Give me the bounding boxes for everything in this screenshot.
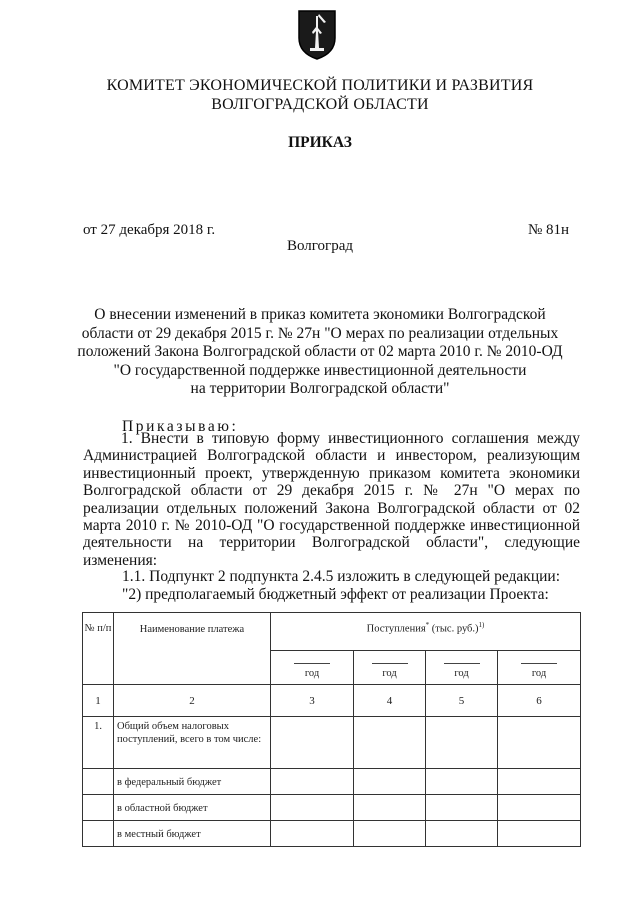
revenue-footnote-mark: * <box>425 621 430 629</box>
document-city: Волгоград <box>286 238 353 254</box>
index-cell: 3 <box>271 685 354 717</box>
row-payment-name: в местный бюджет <box>114 821 271 847</box>
year-cell: год <box>498 651 581 685</box>
col-header-number: № п/п <box>83 613 114 685</box>
table-header-row <box>83 613 581 651</box>
row-number: 1. <box>83 717 114 769</box>
order-word: Приказываю: <box>122 418 239 435</box>
year-cell: год <box>426 651 498 685</box>
document-type: ПРИКАЗ <box>288 134 352 151</box>
revenue-label: Поступления <box>366 623 426 635</box>
index-cell: 5 <box>426 685 498 717</box>
committee-line-2: ВОЛГОГРАДСКОЙ ОБЛАСТИ <box>211 96 429 113</box>
subject-line: О внесении изменений в приказ комитета экономики Волгоградской <box>94 306 546 323</box>
col-header-payment-name: Наименование платежа <box>114 613 271 685</box>
document-number: № 81н <box>528 222 570 238</box>
subject-line: положений Закона Волгоградской области от 02 марта 2010 г. № 2010-ОД <box>77 343 563 360</box>
volgograd-coat-of-arms-icon <box>296 8 338 60</box>
table-row <box>83 717 581 769</box>
paragraph-1-text: 1. Внести в типовую форму инвестиционного соглашения между Администрацией Волгоградской области и инвестором, реализующим инвестиционный проект, утвержденную приказом комитета экономики Волгоградской области от 29 декабря 2015 г. № 27н "О мерах по реализации отдельных положений Закона Волгоградской области от 02 марта 2010 г. № 2010-ОД "О государственной поддержке инвестиционной деятельности на территории Волгоградской области", следующие изменения: <box>83 430 580 569</box>
paragraph-1 <box>83 430 580 569</box>
row-payment-name: в областной бюджет <box>114 795 271 821</box>
document-subject <box>0 306 640 399</box>
table-row <box>83 821 581 847</box>
committee-line-1: КОМИТЕТ ЭКОНОМИЧЕСКОЙ ПОЛИТИКИ И РАЗВИТИЯ <box>106 77 534 94</box>
index-cell: 6 <box>498 685 581 717</box>
budget-effect-table <box>82 612 581 847</box>
document-date: от 27 декабря 2018 г. <box>83 222 216 238</box>
year-cell: год <box>354 651 426 685</box>
index-cell: 4 <box>354 685 426 717</box>
row-number <box>83 795 114 821</box>
revenue-footnote-ref: 1) <box>478 621 485 629</box>
index-cell: 1 <box>83 685 114 717</box>
subject-line: "О государственной поддержке инвестиционной деятельности <box>113 361 527 379</box>
row-payment-name: Общий объем налоговых поступлений, всего в том числе: <box>114 717 271 769</box>
table-row <box>83 769 581 795</box>
table-row <box>83 795 581 821</box>
col-header-revenue <box>271 613 581 651</box>
year-cell: год <box>271 651 354 685</box>
subject-line: на территории Волгоградской области" <box>190 380 450 397</box>
committee-title <box>0 76 640 114</box>
quote-line: "2) предполагаемый бюджетный эффект от реализации Проекта: <box>122 586 549 603</box>
row-payment-name: в федеральный бюджет <box>114 769 271 795</box>
table-index-row <box>83 685 581 717</box>
subject-line: области от 29 декабря 2015 г. № 27н "О мерах по реализации отдельных <box>81 324 559 342</box>
index-cell: 2 <box>114 685 271 717</box>
row-number <box>83 769 114 795</box>
subitem-1-1: 1.1. Подпункт 2 подпункта 2.4.5 изложить в следующей редакции: <box>122 568 561 585</box>
row-number <box>83 821 114 847</box>
revenue-unit: (тыс. руб.) <box>431 623 479 635</box>
